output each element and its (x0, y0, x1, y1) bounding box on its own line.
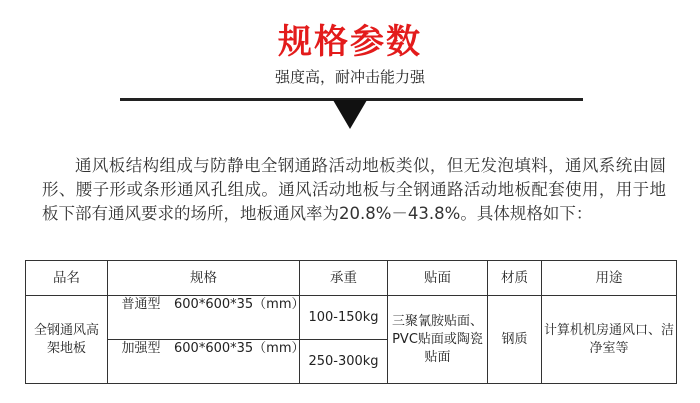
spec-cell (108, 340, 305, 384)
triangle-down-icon (333, 100, 367, 129)
model-type: 加强型 (121, 341, 161, 356)
usage-text: 计算机机房通风口、洁净室等 (544, 322, 675, 356)
surface-cell (388, 296, 488, 384)
page-subtitle: 强度高，耐冲击能力强 (274, 68, 425, 86)
header-spec: 规格 (108, 261, 300, 296)
product-name: 全钢通风高架地板 (33, 322, 99, 356)
load-cell: 250-300kg (300, 340, 388, 384)
material-text: 钢质 (501, 331, 528, 347)
description-paragraph: 通风板结构组成与防静电全钢通路活动地板类似，但无发泡填料，通风系统由圆形、腰子形或条形通风孔组成。通风活动地板与全钢通路活动地板配套使用，用于地板下部有通风要求的场所，地板通风率为20.8%－43.8%。具体规格如下： (42, 156, 666, 223)
spec-table (25, 260, 677, 384)
header-name: 品名 (26, 261, 108, 296)
header-material: 材质 (488, 261, 542, 296)
product-name-cell (26, 296, 108, 384)
header-surface: 贴面 (388, 261, 488, 296)
model-size: 600*600*35（mm） (174, 297, 305, 312)
load-cell: 100-150kg (300, 296, 388, 340)
table-header-row (26, 261, 677, 296)
model-size: 600*600*35（mm） (174, 341, 305, 356)
usage-cell (542, 296, 677, 384)
spec-cell (108, 296, 305, 340)
surface-text: 三聚氰胺贴面、PVC贴面或陶瓷贴面 (391, 313, 483, 365)
header-usage: 用途 (542, 261, 677, 296)
header-load: 承重 (300, 261, 388, 296)
table-row (26, 296, 677, 340)
page-title: 规格参数 (278, 22, 422, 62)
model-type: 普通型 (121, 297, 161, 312)
material-cell (488, 296, 542, 384)
